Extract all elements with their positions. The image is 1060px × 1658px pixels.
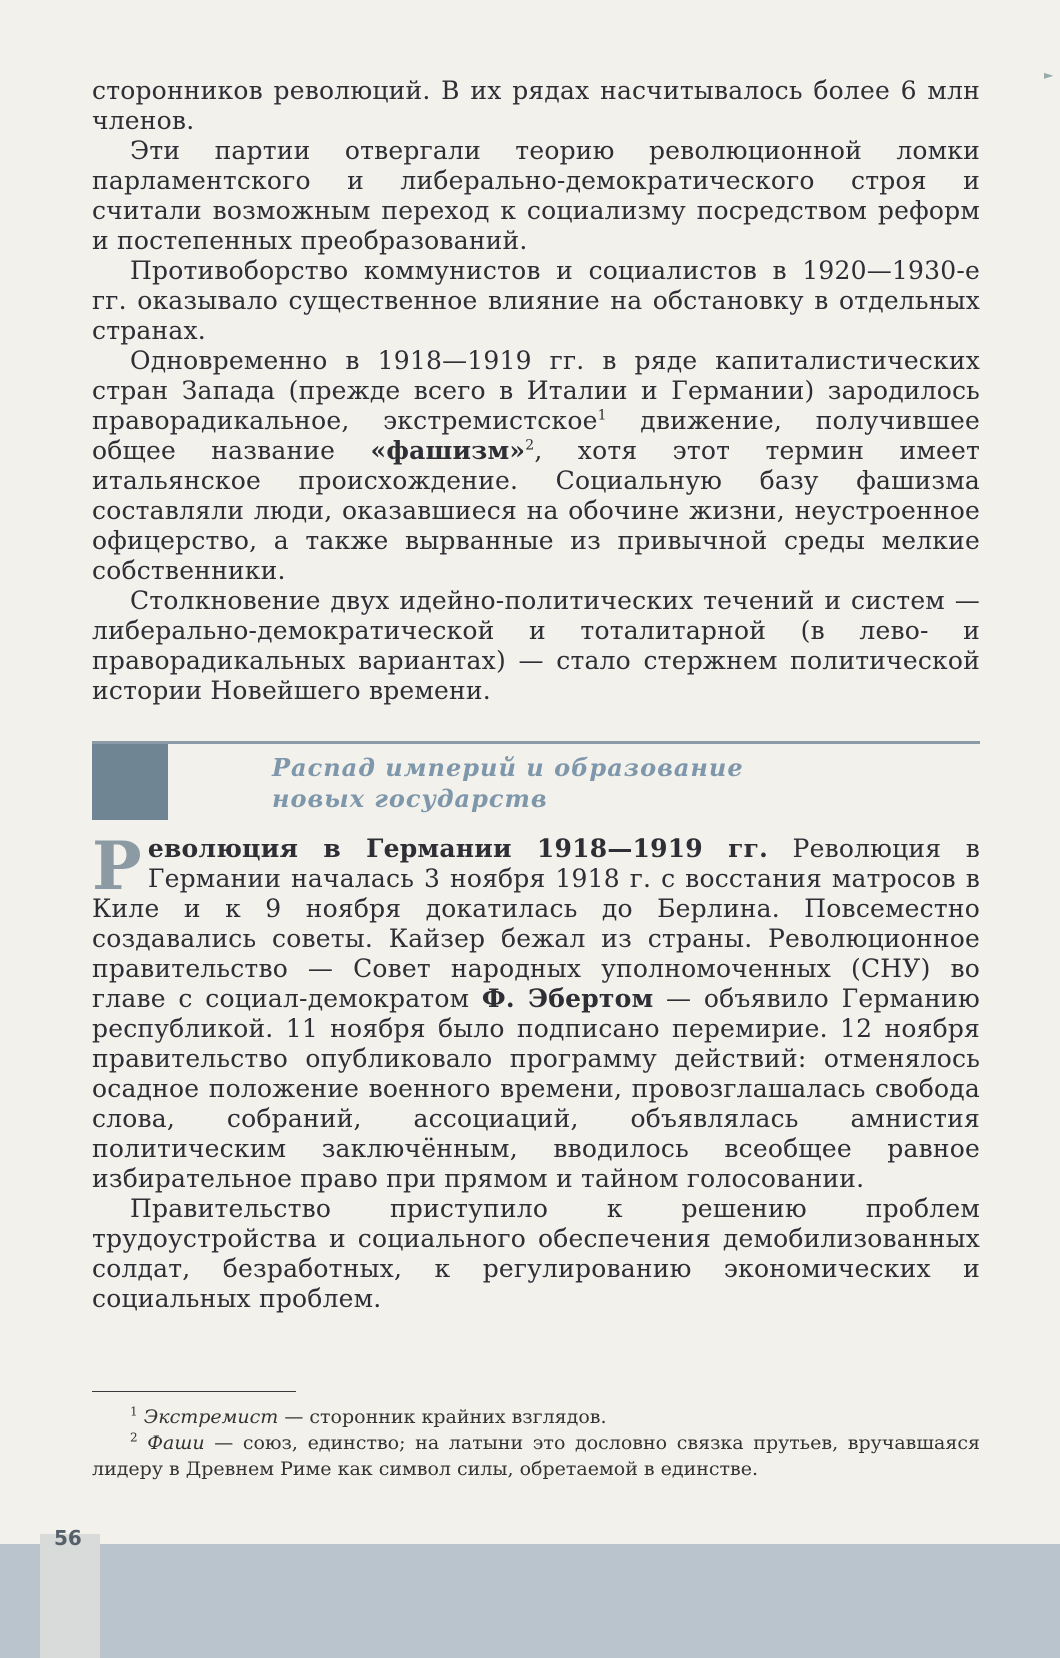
edge-mark: ► [1044, 68, 1054, 82]
main-text [92, 827, 980, 1314]
text-span: Одновременно в 1918—1919 гг. в ряде капиталистических стран Запада (прежде всего в Италии и Германии) зародилось праворадикальное, экстремистское [92, 346, 980, 435]
footnote-text: — союз, единство; на латыни это дословно связка прутьев, вручавшаяся лидеру в Древнем Риме как символ силы, обретаемой в единстве. [92, 1432, 980, 1480]
footnote-number: 1 [130, 1404, 138, 1419]
footnote-ref: 2 [525, 437, 535, 454]
intro-text [92, 76, 980, 706]
section-marker [92, 744, 168, 820]
footnote-rule [92, 1391, 296, 1392]
footnote [92, 1430, 980, 1482]
text-span: Революция в Германии началась 3 ноября 1918 г. с восстания матросов в Киле и к 9 ноября докатилась до Берлина. Повсеместно создавались советы. Кайзер бежал из страны. Революционное правительство — Совет народных уполномоченных (СНУ) во главе с социал-демократом [92, 834, 980, 1013]
section-title-line: Распад империй и образование [272, 753, 744, 782]
paragraph: Правительство приступило к решению проблем трудоустройства и социального обеспечения демобилизованных солдат, безработных, к регулированию экономических и социальных проблем. [92, 1194, 980, 1313]
footnote-term: Экстремист [143, 1406, 279, 1428]
text-span: , хотя этот термин имеет итальянское происхождение. Социальную базу фашизма составляли люди, оказавшиеся на обочине жизни, неустроенное офицерство, а также вырванные из привычной среды мелкие собственники. [92, 436, 980, 585]
section-title [272, 752, 744, 814]
footnote [92, 1404, 980, 1430]
paragraph: сторонников революций. В их рядах насчитывалось более 6 млн членов. [92, 76, 980, 135]
drop-cap: Р [92, 827, 142, 905]
footnote-text: — сторонник крайних взглядов. [278, 1406, 607, 1428]
paragraph: Эти партии отвергали теорию революционной ломки парламентского и либерально-демократического строя и считали возможным переход к социализму посредством реформ и постепенных преобразований. [92, 136, 980, 255]
footnotes [92, 1404, 980, 1482]
text-span: движение, получившее общее название [92, 406, 980, 465]
paragraph: Столкновение двух идейно-политических течений и систем — либерально-демократической и тоталитарной (в лево- и праворадикальных вариантах) — стало стержнем политической истории Новейшего времени. [92, 586, 980, 705]
page-number: 56 [54, 1526, 82, 1550]
term-fascism: «фашизм» [370, 436, 526, 465]
page-tab [40, 1534, 100, 1658]
subheading: еволюция в Германии 1918—1919 гг. [147, 834, 769, 863]
footnote-term: Фаши [147, 1432, 205, 1454]
paragraph [92, 346, 980, 586]
paragraph [92, 827, 980, 1194]
section-rule [92, 741, 980, 744]
section-title-line: новых государств [272, 784, 548, 813]
paragraph: Противоборство коммунистов и социалистов в 1920—1930-е гг. оказывало существенное влияние на обстановку в отдельных странах. [92, 256, 980, 345]
bottom-band [0, 1544, 1060, 1658]
footnote-ref: 1 [597, 407, 607, 424]
footnote-number: 2 [130, 1430, 138, 1445]
name-ebert: Ф. Эбертом [481, 984, 654, 1013]
text-span: — объявило Германию республикой. 11 ноября было подписано перемирие. 12 ноября правительство опубликовало программу действий: отменялось осадное положение военного времени, провозглашалась свобода слова, собраний, ассоциаций, объявлялась амнистия политическим заключённым, вводилось всеобщее равное избирательное право при прямом и тайном голосовании. [92, 984, 980, 1193]
